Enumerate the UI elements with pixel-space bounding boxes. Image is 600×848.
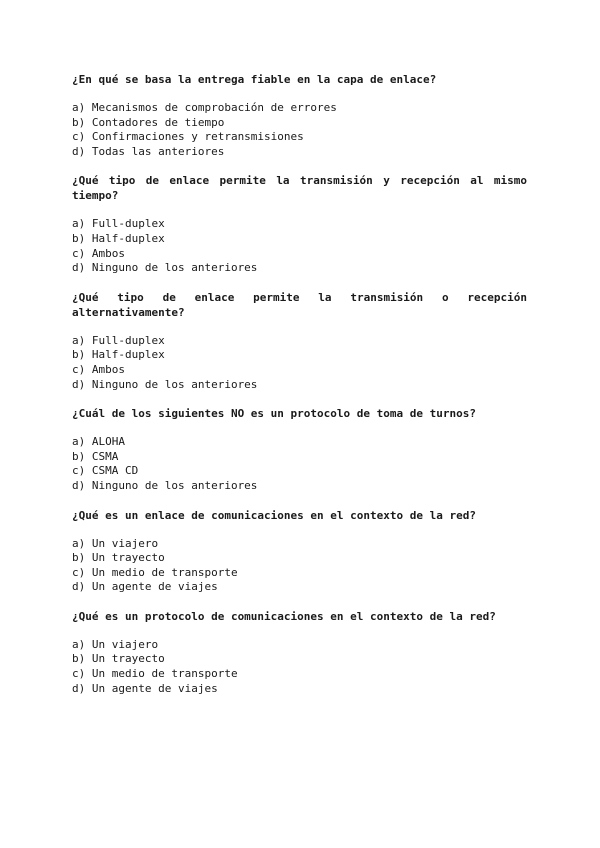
- option-a: a) Full-duplex: [72, 333, 165, 347]
- option-d: d) Todas las anteriores: [72, 144, 225, 158]
- option-d: d) Ninguno de los anteriores: [72, 478, 258, 492]
- option-b: b) Un trayecto: [72, 652, 165, 666]
- question-5: [72, 508, 527, 595]
- option-b: b) Half-duplex: [72, 348, 165, 362]
- option-d: d) Ninguno de los anteriores: [72, 377, 258, 391]
- option-a: a) ALOHA: [72, 435, 125, 449]
- option-a: a) Un viajero: [72, 536, 159, 550]
- option-b: b) Un trayecto: [72, 551, 165, 565]
- option-d: d) Ninguno de los anteriores: [72, 261, 258, 275]
- question-text: ¿En qué se basa la entrega fiable en la capa de enlace?: [72, 73, 437, 86]
- question-3: [72, 290, 527, 392]
- option-b: b) Half-duplex: [72, 231, 165, 245]
- option-a: a) Full-duplex: [72, 217, 165, 231]
- option-d: d) Un agente de viajes: [72, 681, 218, 695]
- option-b: b) CSMA: [72, 449, 119, 463]
- question-text: ¿Cuál de los siguientes NO es un protocolo de toma de turnos?: [72, 407, 476, 421]
- answer-options: [72, 334, 527, 392]
- question-1: [72, 72, 527, 159]
- answer-options: [72, 435, 527, 493]
- answer-options: [72, 638, 527, 696]
- question-4: [72, 406, 527, 493]
- option-c: c) CSMA CD: [72, 464, 139, 478]
- option-c: c) Ambos: [72, 246, 125, 260]
- question-6: [72, 609, 527, 696]
- question-2: [72, 173, 527, 275]
- option-c: c) Confirmaciones y retransmisiones: [72, 130, 304, 144]
- answer-options: [72, 537, 527, 595]
- answer-options: [72, 101, 527, 159]
- option-d: d) Un agente de viajes: [72, 580, 218, 594]
- question-text: ¿Qué es un protocolo de comunicaciones en el contexto de la red?: [72, 609, 496, 623]
- question-text: ¿Qué tipo de enlace permite la transmisión o recepción alternativamente?: [72, 290, 527, 319]
- option-c: c) Un medio de transporte: [72, 565, 238, 579]
- option-a: a) Mecanismos de comprobación de errores: [72, 101, 337, 114]
- document-page: [72, 72, 527, 710]
- answer-options: [72, 217, 527, 275]
- option-c: c) Un medio de transporte: [72, 667, 238, 681]
- option-a: a) Un viajero: [72, 637, 159, 651]
- question-text: ¿Qué es un enlace de comunicaciones en el contexto de la red?: [72, 508, 476, 522]
- option-b: b) Contadores de tiempo: [72, 115, 225, 129]
- question-text: ¿Qué tipo de enlace permite la transmisión y recepción al mismo tiempo?: [72, 174, 527, 203]
- option-c: c) Ambos: [72, 362, 125, 376]
